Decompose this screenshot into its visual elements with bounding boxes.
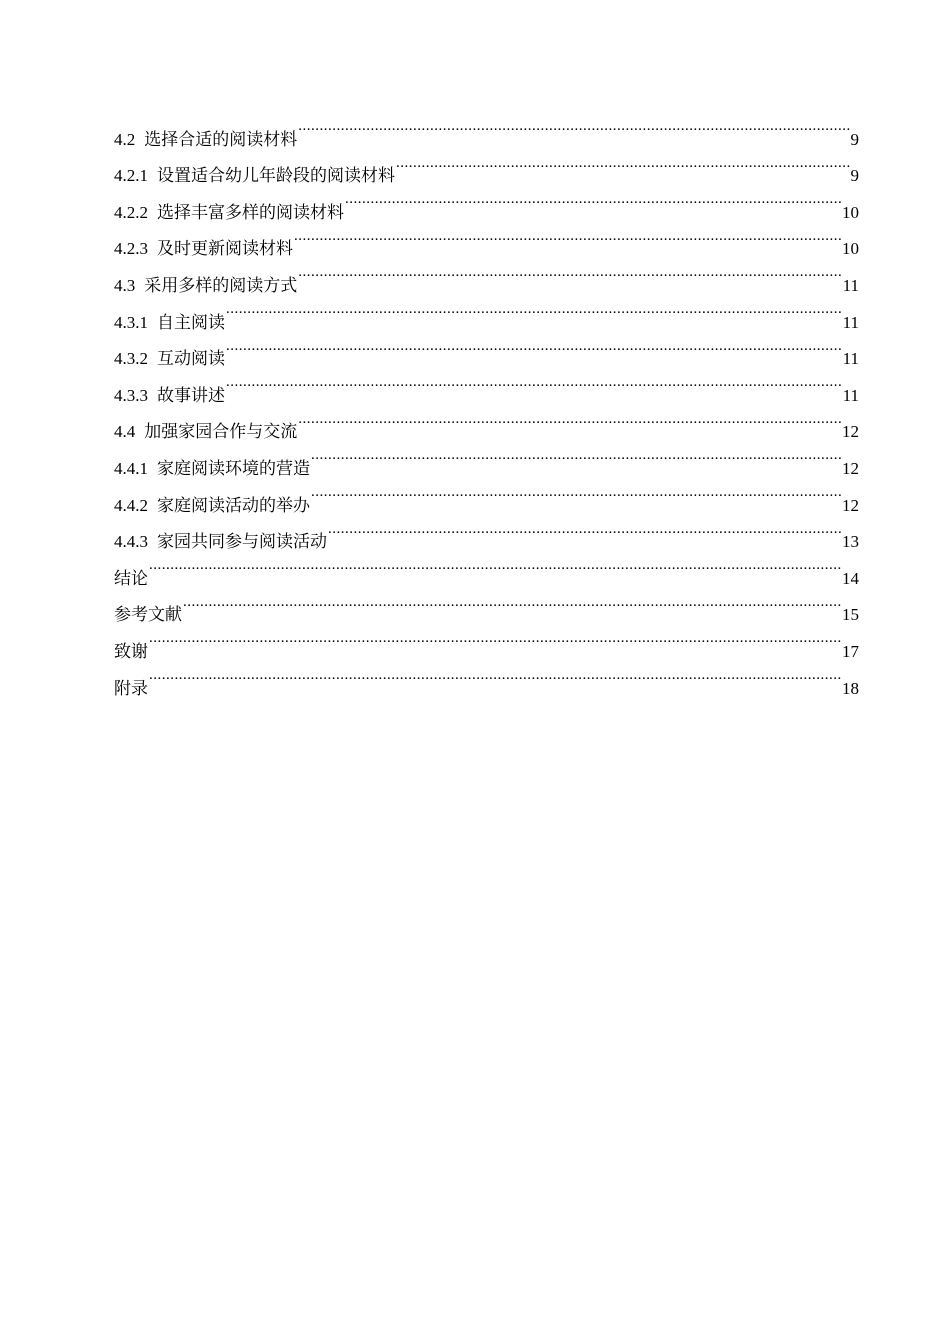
toc-entry-page: 15 (842, 605, 859, 625)
toc-entry-number: 4.4.3 (114, 532, 148, 552)
toc-entry-number: 4.2 (114, 129, 136, 149)
toc-entry-page: 10 (842, 202, 859, 222)
toc-entry[interactable] (114, 291, 859, 332)
toc-dot-leader (226, 328, 842, 365)
toc-entry-number: 4.4.2 (114, 495, 148, 515)
toc-entry[interactable] (114, 328, 859, 369)
toc-entry-title: 故事讲述 (157, 385, 225, 405)
toc-entry-page: 11 (842, 385, 859, 405)
toc-entry[interactable] (114, 108, 859, 149)
toc-entry-title: 选择丰富多样的阅读材料 (157, 202, 344, 222)
toc-entry-page: 9 (850, 129, 859, 149)
toc-entry[interactable] (114, 547, 859, 588)
toc-entry-title: 互动阅读 (157, 349, 225, 369)
toc-entry[interactable] (114, 620, 859, 661)
toc-entry-number: 4.4 (114, 422, 136, 442)
toc-entry-number: 4.3.2 (114, 349, 148, 369)
toc-dot-leader (311, 474, 841, 511)
table-of-contents (114, 108, 859, 698)
toc-dot-leader (311, 437, 841, 474)
toc-dot-leader (396, 145, 850, 182)
toc-entry-number: 4.2.3 (114, 239, 148, 259)
toc-entry-number: 4.2.2 (114, 202, 148, 222)
toc-entry-page: 9 (850, 166, 859, 186)
toc-entry-page: 11 (842, 312, 859, 332)
toc-dot-leader (183, 584, 841, 621)
toc-entry-page: 17 (842, 641, 859, 661)
toc-entry-page: 10 (842, 239, 859, 259)
toc-dot-leader (345, 181, 841, 218)
toc-entry-page: 14 (842, 568, 859, 588)
toc-entry[interactable] (114, 401, 859, 442)
toc-dot-leader (298, 401, 841, 438)
toc-entry-number: 4.3.3 (114, 385, 148, 405)
toc-entry[interactable] (114, 584, 859, 625)
toc-entry-title: 采用多样的阅读方式 (144, 275, 298, 295)
toc-entry-number: 4.3 (114, 275, 136, 295)
toc-entry-page: 13 (842, 532, 859, 552)
toc-dot-leader (149, 657, 841, 694)
toc-dot-leader (226, 291, 842, 328)
toc-entry-title: 加强家园合作与交流 (144, 422, 298, 442)
toc-entry[interactable] (114, 657, 859, 698)
toc-entry-title: 家园共同参与阅读活动 (157, 532, 327, 552)
toc-entry-number: 4.2.1 (114, 166, 148, 186)
toc-dot-leader (149, 620, 841, 657)
toc-dot-leader (298, 108, 849, 145)
toc-entry-title: 及时更新阅读材料 (157, 239, 293, 259)
toc-entry-page: 12 (842, 495, 859, 515)
toc-entry[interactable] (114, 364, 859, 405)
toc-entry-page: 11 (842, 275, 859, 295)
toc-entry-number: 4.4.1 (114, 458, 148, 478)
toc-entry-page: 18 (842, 678, 859, 698)
toc-entry-title: 致谢 (114, 641, 148, 661)
toc-entry-title: 结论 (114, 568, 148, 588)
toc-entry-title: 选择合适的阅读材料 (144, 129, 298, 149)
toc-dot-leader (226, 364, 842, 401)
toc-entry-page: 11 (842, 349, 859, 369)
toc-entry-page: 12 (842, 422, 859, 442)
toc-dot-leader (298, 254, 841, 291)
toc-entry-title: 参考文献 (114, 605, 182, 625)
toc-entry-page: 12 (842, 458, 859, 478)
toc-entry-title: 设置适合幼儿年龄段的阅读材料 (157, 166, 395, 186)
toc-entry-title: 家庭阅读环境的营造 (157, 458, 310, 478)
toc-dot-leader (149, 547, 841, 584)
toc-entry-title: 家庭阅读活动的举办 (157, 495, 310, 515)
toc-dot-leader (328, 511, 841, 548)
toc-entry-number: 4.3.1 (114, 312, 148, 332)
toc-entry-title: 自主阅读 (157, 312, 225, 332)
toc-dot-leader (294, 218, 841, 255)
toc-entry-title: 附录 (114, 678, 148, 698)
